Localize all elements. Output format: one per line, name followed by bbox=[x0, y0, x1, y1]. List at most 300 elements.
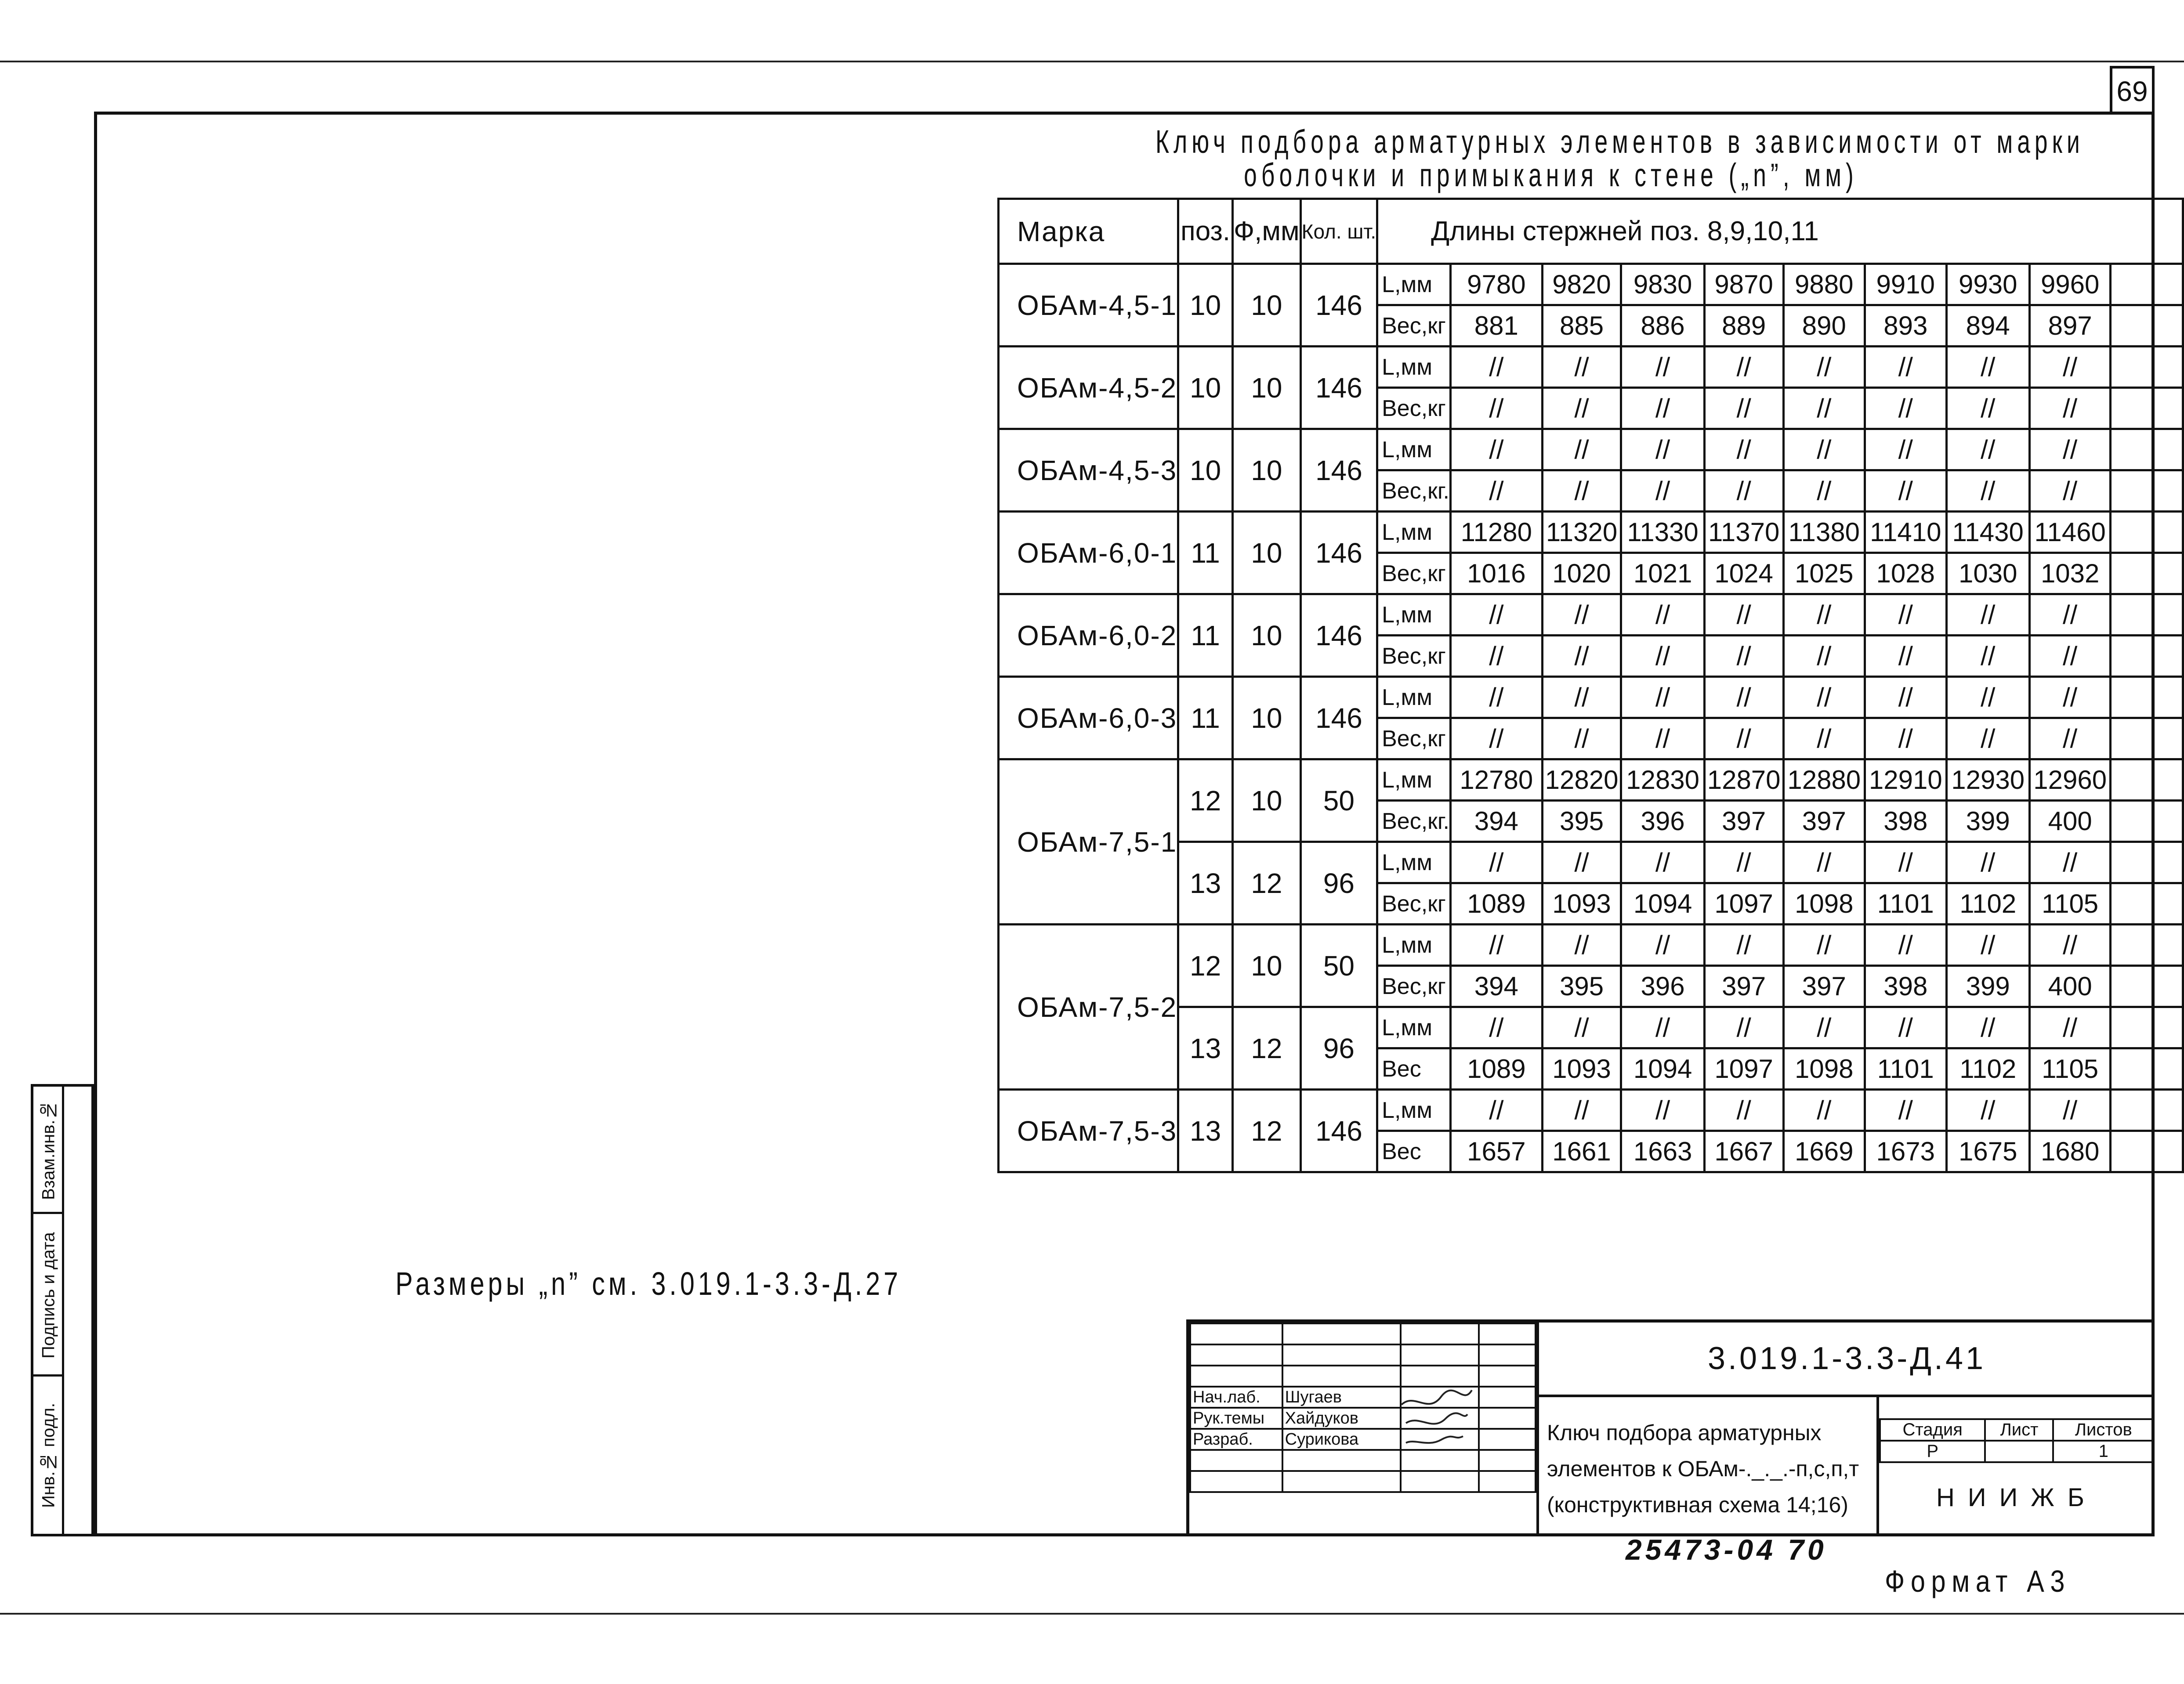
role-2: Рук.темы bbox=[1190, 1408, 1282, 1429]
value-cell: 1030 bbox=[1946, 553, 2029, 594]
signature-marks bbox=[1397, 1388, 1503, 1454]
value-cell: 12910 bbox=[1865, 759, 1947, 801]
row-label-cell: L,мм bbox=[1377, 347, 1451, 388]
value-cell: 397 bbox=[1704, 966, 1783, 1007]
empty-cell bbox=[2111, 1048, 2183, 1090]
value-cell: 12880 bbox=[1783, 759, 1865, 801]
header-pos: поз. bbox=[1178, 199, 1233, 264]
value-cell: 9820 bbox=[1542, 264, 1621, 305]
value-cell: // bbox=[1621, 636, 1704, 677]
mark-cell: ОБАм-6,0-2 bbox=[999, 594, 1178, 677]
document-name-line2: элементов к ОБАм-._._.-п,с,п,т bbox=[1547, 1456, 1859, 1481]
value-cell: // bbox=[2029, 388, 2111, 429]
pos-cell: 11 bbox=[1178, 594, 1233, 677]
pos-cell: 10 bbox=[1178, 429, 1233, 512]
header-lengths: Длины стержней поз. 8,9,10,11 bbox=[1377, 199, 2183, 264]
title-block bbox=[1186, 1319, 2155, 1536]
value-cell: // bbox=[1542, 347, 1621, 388]
table-row bbox=[999, 759, 2183, 801]
value-cell: // bbox=[2029, 594, 2111, 636]
value-cell: // bbox=[1865, 718, 1947, 759]
value-cell: 9870 bbox=[1704, 264, 1783, 305]
value-cell: 1673 bbox=[1865, 1131, 1947, 1172]
dia-cell: 10 bbox=[1233, 677, 1301, 759]
value-cell: // bbox=[1946, 842, 2029, 883]
value-cell: 1097 bbox=[1704, 883, 1783, 925]
dia-cell: 10 bbox=[1233, 347, 1301, 429]
row-label-cell: L,мм bbox=[1377, 925, 1451, 966]
value-cell: 1661 bbox=[1542, 1131, 1621, 1172]
value-cell: // bbox=[1865, 842, 1947, 883]
empty-cell bbox=[2111, 470, 2183, 512]
empty-cell bbox=[2111, 1131, 2183, 1172]
role-3: Разраб. bbox=[1190, 1429, 1282, 1450]
row-label-cell: Вес,кг bbox=[1377, 883, 1451, 925]
value-cell: // bbox=[1704, 925, 1783, 966]
mark-cell: ОБАм-7,5-2 bbox=[999, 925, 1178, 1090]
value-cell: 1657 bbox=[1450, 1131, 1542, 1172]
value-cell: // bbox=[1450, 842, 1542, 883]
row-label-cell: L,мм bbox=[1377, 677, 1451, 718]
value-cell: 1089 bbox=[1450, 1048, 1542, 1090]
value-cell: // bbox=[1621, 429, 1704, 470]
value-cell: // bbox=[1450, 925, 1542, 966]
value-cell: // bbox=[1865, 636, 1947, 677]
value-cell: // bbox=[1865, 470, 1947, 512]
dia-cell: 10 bbox=[1233, 429, 1301, 512]
value-cell: 12820 bbox=[1542, 759, 1621, 801]
value-cell: 12780 bbox=[1450, 759, 1542, 801]
value-cell: 9910 bbox=[1865, 264, 1947, 305]
value-cell: 1024 bbox=[1704, 553, 1783, 594]
header-mark: Марка bbox=[999, 199, 1178, 264]
value-cell: 9930 bbox=[1946, 264, 2029, 305]
mark-cell: ОБАм-7,5-3 bbox=[999, 1090, 1178, 1172]
table-title-line1: Ключ подбора арматурных элементов в зависимости от марки bbox=[1155, 123, 2084, 160]
value-cell: 1094 bbox=[1621, 883, 1704, 925]
value-cell: 1680 bbox=[2029, 1131, 2111, 1172]
value-cell: 11320 bbox=[1542, 512, 1621, 553]
empty-cell bbox=[2111, 718, 2183, 759]
value-cell: 1663 bbox=[1621, 1131, 1704, 1172]
table-row bbox=[999, 347, 2183, 388]
value-cell: // bbox=[1704, 1090, 1783, 1131]
pos-cell: 12 bbox=[1178, 759, 1233, 842]
value-cell: 1093 bbox=[1542, 1048, 1621, 1090]
empty-cell bbox=[2111, 512, 2183, 553]
value-cell: 1098 bbox=[1783, 883, 1865, 925]
value-cell: // bbox=[1450, 347, 1542, 388]
dia-cell: 10 bbox=[1233, 759, 1301, 842]
qty-cell: 96 bbox=[1300, 1007, 1377, 1090]
value-cell: 1105 bbox=[2029, 1048, 2111, 1090]
value-cell: // bbox=[1621, 718, 1704, 759]
value-cell: // bbox=[1783, 594, 1865, 636]
row-label-cell: Вес,кг bbox=[1377, 305, 1451, 347]
table-row bbox=[999, 512, 2183, 553]
value-cell: // bbox=[1450, 1090, 1542, 1131]
value-cell: // bbox=[1783, 1090, 1865, 1131]
value-cell: 399 bbox=[1946, 801, 2029, 842]
value-cell: // bbox=[1621, 347, 1704, 388]
dia-cell: 10 bbox=[1233, 512, 1301, 594]
row-label-cell: L,мм bbox=[1377, 429, 1451, 470]
pos-cell: 13 bbox=[1178, 1007, 1233, 1090]
value-cell: // bbox=[1704, 347, 1783, 388]
value-cell: 1093 bbox=[1542, 883, 1621, 925]
value-cell: 11460 bbox=[2029, 512, 2111, 553]
role-1: Нач.лаб. bbox=[1190, 1387, 1282, 1408]
value-cell: // bbox=[1704, 388, 1783, 429]
value-cell: // bbox=[1450, 429, 1542, 470]
value-cell: 1032 bbox=[2029, 553, 2111, 594]
value-cell: // bbox=[1783, 1007, 1865, 1048]
value-cell: 890 bbox=[1783, 305, 1865, 347]
empty-cell bbox=[2111, 883, 2183, 925]
value-cell: // bbox=[1946, 636, 2029, 677]
mark-cell: ОБАм-7,5-1 bbox=[999, 759, 1178, 925]
value-cell: // bbox=[1783, 677, 1865, 718]
table-row bbox=[999, 925, 2183, 966]
value-cell: 1101 bbox=[1865, 1048, 1947, 1090]
value-cell: // bbox=[1865, 1090, 1947, 1131]
empty-cell bbox=[2111, 264, 2183, 305]
empty-cell bbox=[2111, 636, 2183, 677]
value-cell: // bbox=[1542, 388, 1621, 429]
row-label-cell: Вес,кг bbox=[1377, 553, 1451, 594]
value-cell: 1025 bbox=[1783, 553, 1865, 594]
value-cell: // bbox=[1865, 1007, 1947, 1048]
value-cell: // bbox=[1783, 636, 1865, 677]
value-cell: 398 bbox=[1865, 966, 1947, 1007]
value-cell: 893 bbox=[1865, 305, 1947, 347]
value-cell: 11430 bbox=[1946, 512, 2029, 553]
value-cell: 1105 bbox=[2029, 883, 2111, 925]
value-cell: // bbox=[1865, 677, 1947, 718]
value-cell: 11330 bbox=[1621, 512, 1704, 553]
qty-cell: 96 bbox=[1300, 842, 1377, 925]
value-cell: // bbox=[1783, 842, 1865, 883]
value-cell: // bbox=[1946, 594, 2029, 636]
table-row bbox=[999, 677, 2183, 718]
empty-cell bbox=[2111, 594, 2183, 636]
mark-cell: ОБАм-4,5-1 bbox=[999, 264, 1178, 347]
name-2: Хайдуков bbox=[1282, 1408, 1401, 1429]
value-cell: 1097 bbox=[1704, 1048, 1783, 1090]
value-cell: // bbox=[1946, 925, 2029, 966]
qty-cell: 146 bbox=[1300, 1090, 1377, 1172]
sheet-header: Лист bbox=[1985, 1419, 2053, 1441]
value-cell: 1102 bbox=[1946, 1048, 2029, 1090]
value-cell: // bbox=[1450, 470, 1542, 512]
sheets-value: 1 bbox=[2053, 1441, 2154, 1462]
value-cell: 1028 bbox=[1865, 553, 1947, 594]
value-cell: // bbox=[2029, 677, 2111, 718]
qty-cell: 146 bbox=[1300, 264, 1377, 347]
value-cell: // bbox=[1704, 636, 1783, 677]
value-cell: 1094 bbox=[1621, 1048, 1704, 1090]
empty-cell bbox=[2111, 1007, 2183, 1048]
value-cell: 394 bbox=[1450, 801, 1542, 842]
document-name bbox=[1536, 1397, 1879, 1536]
pos-cell: 13 bbox=[1178, 1090, 1233, 1172]
table-title-line2: оболочки и примыкания к стене („n”, мм) bbox=[1244, 157, 1858, 193]
document-name-line1: Ключ подбора арматурных bbox=[1547, 1420, 1822, 1445]
dia-cell: 10 bbox=[1233, 264, 1301, 347]
value-cell: 9960 bbox=[2029, 264, 2111, 305]
value-cell: // bbox=[2029, 1090, 2111, 1131]
row-label-cell: Вес bbox=[1377, 1048, 1451, 1090]
row-label-cell: Вес,кг. bbox=[1377, 470, 1451, 512]
value-cell: // bbox=[2029, 347, 2111, 388]
value-cell: // bbox=[1865, 429, 1947, 470]
value-cell: 12830 bbox=[1621, 759, 1704, 801]
value-cell: 397 bbox=[1783, 801, 1865, 842]
value-cell: // bbox=[1621, 470, 1704, 512]
value-cell: // bbox=[1704, 594, 1783, 636]
document-code: 3.019.1-3.3-Д.41 bbox=[1536, 1323, 2155, 1397]
value-cell: 397 bbox=[1783, 966, 1865, 1007]
table-row bbox=[999, 264, 2183, 305]
pos-cell: 13 bbox=[1178, 842, 1233, 925]
table-row bbox=[999, 1090, 2183, 1131]
rebar-key-table bbox=[997, 198, 2184, 1173]
value-cell: // bbox=[1865, 925, 1947, 966]
value-cell: // bbox=[2029, 925, 2111, 966]
empty-cell bbox=[2111, 842, 2183, 883]
value-cell: // bbox=[1946, 347, 2029, 388]
value-cell: // bbox=[1450, 594, 1542, 636]
value-cell: 9830 bbox=[1621, 264, 1704, 305]
value-cell: // bbox=[1542, 1007, 1621, 1048]
stamp-replaced-inv: Взам.инв.№ bbox=[39, 1100, 58, 1200]
mark-cell: ОБАм-6,0-3 bbox=[999, 677, 1178, 759]
value-cell: // bbox=[1865, 347, 1947, 388]
value-cell: // bbox=[2029, 429, 2111, 470]
stamp-signature-date: Подпись и дата bbox=[39, 1232, 58, 1359]
value-cell: // bbox=[1946, 388, 2029, 429]
qty-cell: 146 bbox=[1300, 429, 1377, 512]
pos-cell: 12 bbox=[1178, 925, 1233, 1007]
value-cell: // bbox=[1783, 388, 1865, 429]
empty-cell bbox=[2111, 1090, 2183, 1131]
document-name-line3: (конструктивная схема 14;16) bbox=[1547, 1492, 1848, 1517]
value-cell: // bbox=[1783, 347, 1865, 388]
empty-cell bbox=[2111, 305, 2183, 347]
value-cell: 1016 bbox=[1450, 553, 1542, 594]
value-cell: 397 bbox=[1704, 801, 1783, 842]
value-cell: // bbox=[1542, 925, 1621, 966]
value-cell: 1089 bbox=[1450, 883, 1542, 925]
dia-cell: 10 bbox=[1233, 594, 1301, 677]
document-number: 25473-04 70 bbox=[1626, 1533, 1827, 1566]
value-cell: 12960 bbox=[2029, 759, 2111, 801]
row-label-cell: L,мм bbox=[1377, 1090, 1451, 1131]
value-cell: // bbox=[1542, 718, 1621, 759]
row-label-cell: Вес,кг bbox=[1377, 966, 1451, 1007]
bottom-border-line bbox=[0, 1613, 2184, 1615]
value-cell: // bbox=[1865, 594, 1947, 636]
stamp-original-inv: Инв.№ подл. bbox=[39, 1402, 58, 1508]
qty-cell: 146 bbox=[1300, 677, 1377, 759]
value-cell: // bbox=[1946, 470, 2029, 512]
value-cell: // bbox=[1621, 1007, 1704, 1048]
value-cell: 399 bbox=[1946, 966, 2029, 1007]
value-cell: 9780 bbox=[1450, 264, 1542, 305]
value-cell: // bbox=[1946, 1090, 2029, 1131]
value-cell: 1669 bbox=[1783, 1131, 1865, 1172]
value-cell: // bbox=[1450, 1007, 1542, 1048]
value-cell: // bbox=[1704, 842, 1783, 883]
name-3: Сурикова bbox=[1282, 1429, 1401, 1450]
row-label-cell: L,мм bbox=[1377, 512, 1451, 553]
stage-header: Стадия bbox=[1880, 1419, 1985, 1441]
empty-cell bbox=[2111, 429, 2183, 470]
stage-value: Р bbox=[1880, 1441, 1985, 1462]
qty-cell: 146 bbox=[1300, 347, 1377, 429]
value-cell: // bbox=[1621, 594, 1704, 636]
qty-cell: 50 bbox=[1300, 759, 1377, 842]
value-cell: 1102 bbox=[1946, 883, 2029, 925]
dimensions-note: Размеры „n” см. 3.019.1-3.3-Д.27 bbox=[395, 1265, 902, 1302]
value-cell: 395 bbox=[1542, 966, 1621, 1007]
value-cell: // bbox=[1542, 470, 1621, 512]
row-label-cell: L,мм bbox=[1377, 1007, 1451, 1048]
table-row bbox=[999, 429, 2183, 470]
top-border-line bbox=[0, 61, 2184, 62]
mark-cell: ОБАм-4,5-2 bbox=[999, 347, 1178, 429]
value-cell: // bbox=[1450, 636, 1542, 677]
value-cell: // bbox=[1704, 677, 1783, 718]
value-cell: // bbox=[1704, 470, 1783, 512]
name-1: Шугаев bbox=[1282, 1387, 1401, 1408]
table-row bbox=[999, 594, 2183, 636]
dia-cell: 12 bbox=[1233, 1090, 1301, 1172]
value-cell: // bbox=[1450, 388, 1542, 429]
empty-cell bbox=[2111, 759, 2183, 801]
mark-cell: ОБАм-4,5-3 bbox=[999, 429, 1178, 512]
dia-cell: 12 bbox=[1233, 1007, 1301, 1090]
organization: НИИЖБ bbox=[1936, 1483, 2097, 1512]
value-cell: // bbox=[1783, 470, 1865, 512]
empty-cell bbox=[2111, 925, 2183, 966]
value-cell: // bbox=[1865, 388, 1947, 429]
row-label-cell: Вес bbox=[1377, 1131, 1451, 1172]
value-cell: 1675 bbox=[1946, 1131, 2029, 1172]
value-cell: 400 bbox=[2029, 966, 2111, 1007]
value-cell: 885 bbox=[1542, 305, 1621, 347]
value-cell: 881 bbox=[1450, 305, 1542, 347]
value-cell: 11410 bbox=[1865, 512, 1947, 553]
sheets-header: Листов bbox=[2053, 1419, 2154, 1441]
side-stamp bbox=[31, 1084, 94, 1536]
row-label-cell: L,мм bbox=[1377, 264, 1451, 305]
value-cell: // bbox=[1946, 718, 2029, 759]
qty-cell: 146 bbox=[1300, 594, 1377, 677]
value-cell: // bbox=[2029, 636, 2111, 677]
value-cell: // bbox=[2029, 1007, 2111, 1048]
value-cell: // bbox=[1621, 1090, 1704, 1131]
value-cell: // bbox=[1946, 677, 2029, 718]
dia-cell: 10 bbox=[1233, 925, 1301, 1007]
empty-cell bbox=[2111, 801, 2183, 842]
value-cell: 9880 bbox=[1783, 264, 1865, 305]
row-label-cell: Вес,кг. bbox=[1377, 801, 1451, 842]
pos-cell: 11 bbox=[1178, 512, 1233, 594]
value-cell: // bbox=[1946, 429, 2029, 470]
value-cell: // bbox=[1621, 677, 1704, 718]
pos-cell: 10 bbox=[1178, 347, 1233, 429]
value-cell: 1667 bbox=[1704, 1131, 1783, 1172]
row-label-cell: Вес,кг bbox=[1377, 718, 1451, 759]
value-cell: // bbox=[1704, 429, 1783, 470]
value-cell: // bbox=[2029, 718, 2111, 759]
row-label-cell: L,мм bbox=[1377, 759, 1451, 801]
value-cell: 889 bbox=[1704, 305, 1783, 347]
value-cell: // bbox=[1783, 925, 1865, 966]
value-cell: // bbox=[1621, 925, 1704, 966]
value-cell: 396 bbox=[1621, 801, 1704, 842]
row-label-cell: Вес,кг bbox=[1377, 636, 1451, 677]
row-label-cell: Вес,кг bbox=[1377, 388, 1451, 429]
paper-format: Формат А3 bbox=[1885, 1564, 2071, 1598]
value-cell: // bbox=[1542, 1090, 1621, 1131]
empty-cell bbox=[2111, 553, 2183, 594]
value-cell: 400 bbox=[2029, 801, 2111, 842]
value-cell: // bbox=[1783, 429, 1865, 470]
value-cell: 398 bbox=[1865, 801, 1947, 842]
empty-cell bbox=[2111, 347, 2183, 388]
empty-cell bbox=[2111, 388, 2183, 429]
header-qty: Кол. шт. bbox=[1300, 199, 1377, 264]
value-cell: 1098 bbox=[1783, 1048, 1865, 1090]
value-cell: 897 bbox=[2029, 305, 2111, 347]
value-cell: 1101 bbox=[1865, 883, 1947, 925]
value-cell: // bbox=[1946, 1007, 2029, 1048]
sheet-number: 69 bbox=[2110, 66, 2155, 114]
value-cell: // bbox=[1542, 429, 1621, 470]
value-cell: // bbox=[1450, 718, 1542, 759]
pos-cell: 10 bbox=[1178, 264, 1233, 347]
pos-cell: 11 bbox=[1178, 677, 1233, 759]
value-cell: 11380 bbox=[1783, 512, 1865, 553]
value-cell: 12930 bbox=[1946, 759, 2029, 801]
value-cell: 894 bbox=[1946, 305, 2029, 347]
value-cell: // bbox=[1704, 718, 1783, 759]
qty-cell: 50 bbox=[1300, 925, 1377, 1007]
value-cell: // bbox=[1542, 636, 1621, 677]
value-cell: 1021 bbox=[1621, 553, 1704, 594]
header-dia: Ф,мм bbox=[1233, 199, 1301, 264]
value-cell: 396 bbox=[1621, 966, 1704, 1007]
value-cell: 11370 bbox=[1704, 512, 1783, 553]
value-cell: // bbox=[1704, 1007, 1783, 1048]
mark-cell: ОБАм-6,0-1 bbox=[999, 512, 1178, 594]
value-cell: 395 bbox=[1542, 801, 1621, 842]
value-cell: // bbox=[1542, 594, 1621, 636]
value-cell: 886 bbox=[1621, 305, 1704, 347]
row-label-cell: L,мм bbox=[1377, 842, 1451, 883]
value-cell: // bbox=[2029, 842, 2111, 883]
value-cell: 1020 bbox=[1542, 553, 1621, 594]
qty-cell: 146 bbox=[1300, 512, 1377, 594]
row-label-cell: L,мм bbox=[1377, 594, 1451, 636]
value-cell: 394 bbox=[1450, 966, 1542, 1007]
dia-cell: 12 bbox=[1233, 842, 1301, 925]
value-cell: // bbox=[1783, 718, 1865, 759]
value-cell: 12870 bbox=[1704, 759, 1783, 801]
value-cell: // bbox=[1542, 842, 1621, 883]
